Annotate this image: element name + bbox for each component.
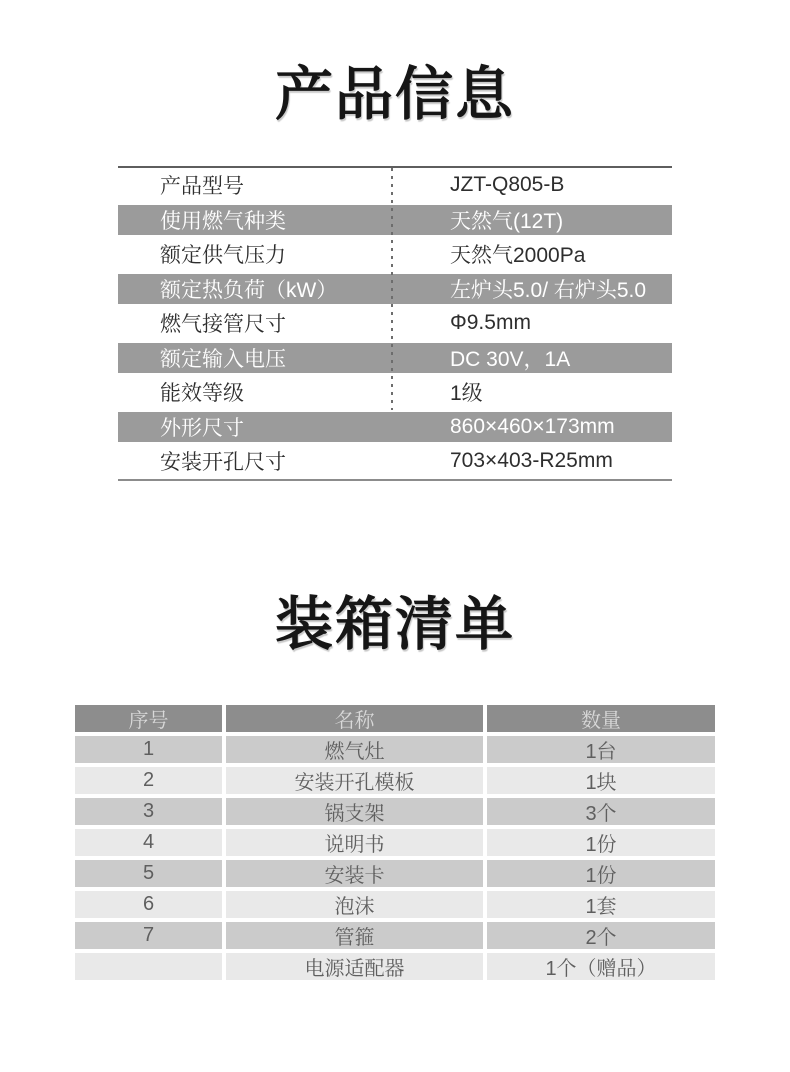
- spec-label: 额定热负荷（kW）: [160, 278, 338, 302]
- packing-cell-index: 5: [75, 860, 222, 887]
- packing-list-title: 装箱清单: [274, 592, 515, 657]
- packing-cell-quantity: 1份: [487, 829, 715, 856]
- spec-value: DC 30V，1A: [450, 347, 571, 371]
- packing-cell-index: 2: [75, 767, 222, 794]
- spec-value: Φ9.5mm: [450, 311, 531, 335]
- spec-row-gas-type: [118, 203, 672, 238]
- packing-cell-name: 安装开孔模板: [226, 767, 483, 794]
- spec-label: 产品型号: [160, 175, 244, 199]
- spec-label: 外形尺寸: [160, 416, 244, 440]
- spec-value: 天然气(12T): [450, 209, 564, 233]
- spec-label: 燃气接管尺寸: [160, 313, 286, 337]
- spec-value: 703×403-R25mm: [450, 449, 613, 473]
- spec-row-supply-pressure: [118, 237, 672, 272]
- packing-table: [75, 705, 715, 980]
- packing-cell-index: 1: [75, 736, 222, 763]
- packing-cell-name: 电源适配器: [226, 953, 483, 980]
- spec-row-input-voltage: [118, 341, 672, 376]
- packing-cell-quantity: 2个: [487, 922, 715, 949]
- packing-cell-name: 安装卡: [226, 860, 483, 887]
- spec-label: 能效等级: [160, 382, 244, 406]
- packing-cell-index: 4: [75, 829, 222, 856]
- packing-cell-quantity: 1个（赠品）: [487, 953, 715, 980]
- spec-table: [118, 166, 672, 481]
- spec-label: 使用燃气种类: [160, 209, 286, 233]
- packing-cell-name: 锅支架: [226, 798, 483, 825]
- spec-value: 左炉头5.0/ 右炉头5.0: [450, 278, 647, 302]
- packing-cell-index: 7: [75, 922, 222, 949]
- packing-cell-index: 3: [75, 798, 222, 825]
- spec-row-cutout-size: [118, 444, 672, 479]
- spec-row-heat-load: [118, 272, 672, 307]
- packing-cell-index-empty: [75, 953, 222, 980]
- packing-cell-quantity: 3个: [487, 798, 715, 825]
- packing-cell-name: 泡沫: [226, 891, 483, 918]
- spec-label: 安装开孔尺寸: [160, 451, 286, 475]
- dotted-column-divider: [391, 168, 393, 410]
- spec-row-pipe-size: [118, 306, 672, 341]
- spec-row-outer-dimensions: [118, 410, 672, 445]
- spec-value: 1级: [450, 382, 483, 406]
- packing-cell-index: 6: [75, 891, 222, 918]
- spec-value: 860×460×173mm: [450, 414, 615, 438]
- packing-header-name: 名称: [226, 705, 483, 732]
- packing-cell-quantity: 1套: [487, 891, 715, 918]
- packing-cell-name: 燃气灶: [226, 736, 483, 763]
- packing-cell-quantity: 1份: [487, 860, 715, 887]
- product-info-title: 产品信息: [274, 62, 515, 127]
- packing-header-index: 序号: [75, 705, 222, 732]
- packing-cell-name: 管箍: [226, 922, 483, 949]
- packing-cell-quantity: 1块: [487, 767, 715, 794]
- packing-cell-quantity: 1台: [487, 736, 715, 763]
- spec-row-model: [118, 168, 672, 203]
- spec-label: 额定供气压力: [160, 244, 286, 268]
- packing-cell-name: 说明书: [226, 829, 483, 856]
- spec-value: 天然气2000Pa: [450, 244, 586, 268]
- spec-value: JZT-Q805-B: [450, 173, 565, 197]
- spec-row-energy-rating: [118, 375, 672, 410]
- spec-label: 额定输入电压: [160, 347, 286, 371]
- packing-header-quantity: 数量: [487, 705, 715, 732]
